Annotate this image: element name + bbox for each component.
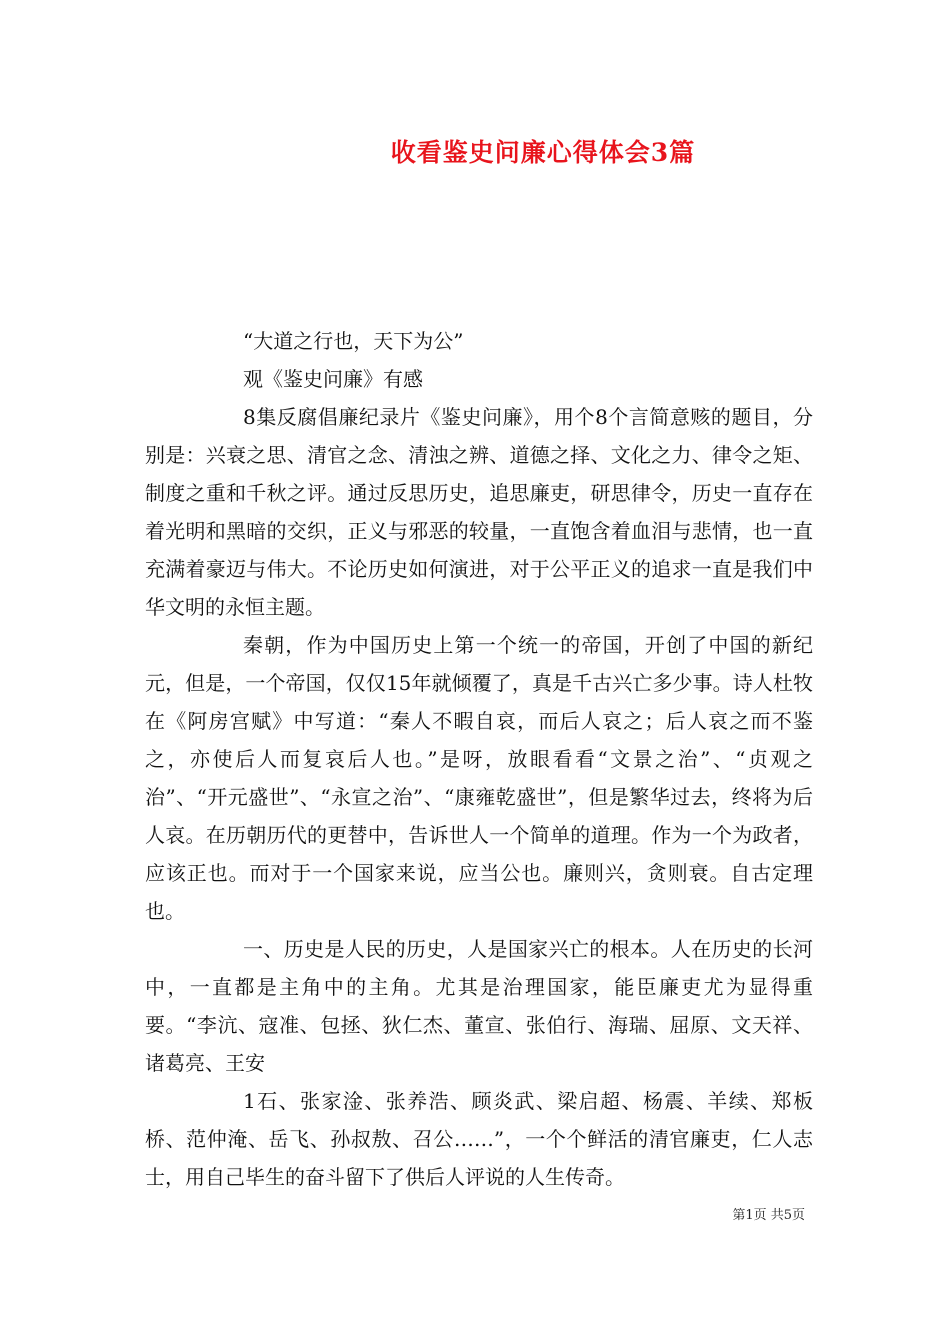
paragraph: 8集反腐倡廉纪录片《鉴史问廉》，用个8个言简意赅的题目，分别是：兴衰之思、清官之念、清浊之辨、道德之择、文化之力、律令之矩、制度之重和千秋之评。通过反思历史，追思廉吏，研思律令，历史一直存在着光明和黑暗的交织，正义与邪恶的较量，一直饱含着血泪与悲情，也一直充满着豪迈与伟大。不论历史如何演进，对于公平正义的追求一直是我们中华文明的永恒主题。	[145, 405, 813, 619]
paragraph: 1石、张家淦、张养浩、顾炎武、梁启超、杨震、羊续、郑板桥、范仲淹、岳飞、孙叔敖、召公……”，一个个鲜活的清官廉吏，仁人志士，用自己毕生的奋斗留下了供后人评说的人生传奇。	[145, 1089, 813, 1189]
page-number: 第1页 共5页	[732, 1208, 805, 1223]
subtitle: 观《鉴史问廉》有感	[243, 367, 423, 391]
quote-heading: “大道之行也，天下为公”	[243, 329, 464, 353]
document-body	[145, 322, 813, 1196]
document-title: 收看鉴史问廉心得体会3篇	[390, 138, 696, 167]
paragraph: 一、历史是人民的历史，人是国家兴亡的根本。人在历史的长河中，一直都是主角中的主角。尤其是治理国家，能臣廉吏尤为显得重要。“李沆、寇准、包拯、狄仁杰、董宣、张伯行、海瑞、屈原、文天祥、诸葛亮、王安	[145, 937, 813, 1075]
paragraph: 秦朝，作为中国历史上第一个统一的帝国，开创了中国的新纪元，但是，一个帝国，仅仅15年就倾覆了，真是千古兴亡多少事。诗人杜牧在《阿房宫赋》中写道：“秦人不暇自哀，而后人哀之；后人哀之而不鉴之，亦使后人而复哀后人也。”是呀，放眼看看“文景之治”、“贞观之治”、“开元盛世”、“永宣之治”、“康雍乾盛世”，但是繁华过去，终将为后人哀。在历朝历代的更替中，告诉世人一个简单的道理。作为一个为政者，应该正也。而对于一个国家来说，应当公也。廉则兴，贪则衰。自古定理也。	[145, 633, 813, 923]
